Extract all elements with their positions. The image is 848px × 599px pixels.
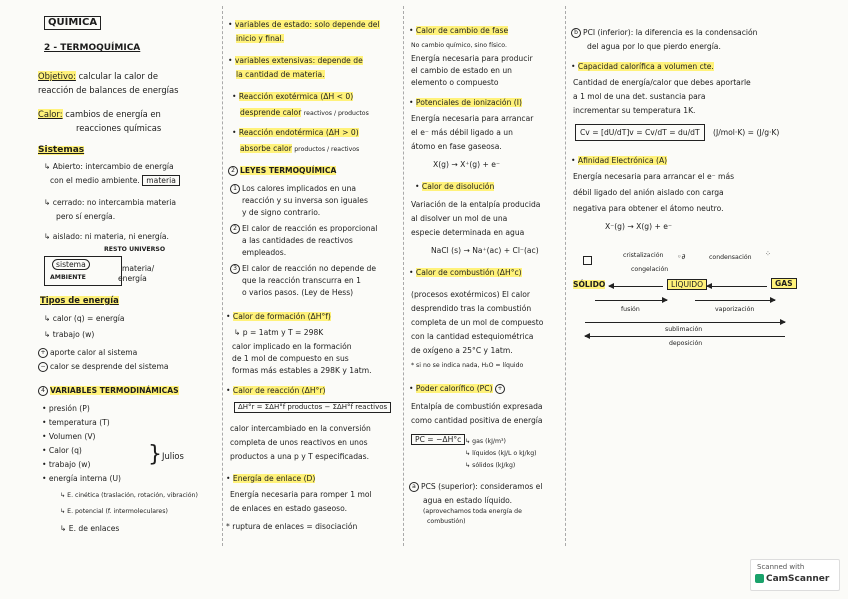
endo-calor: absorbe calor	[240, 144, 292, 153]
eenl-text: ↳ E. de enlaces	[60, 524, 120, 533]
exo-calor: desprende calor	[240, 108, 302, 117]
logo-line-2	[755, 574, 829, 584]
reaccion-t3: productos a una p y T especificadas.	[230, 452, 370, 461]
disol-t3: especie determinada en agua	[411, 228, 525, 237]
pc-eq: PC = −ΔH°c	[411, 434, 465, 445]
formacion-cond: ↳ p = 1atm y T = 298K	[234, 328, 324, 337]
pc-gas: ↳ gas (kJ/m³)	[465, 438, 506, 445]
endo-text: Reacción endotérmica (ΔH > 0)	[238, 128, 359, 137]
estado-text: variables de estado: solo depende del	[234, 20, 380, 29]
leyes-heading	[228, 166, 336, 176]
sistemas-heading: Sistemas	[38, 145, 85, 155]
afin-title: Afinidad Electrónica (A)	[577, 156, 668, 165]
minus-icon: −	[38, 362, 48, 372]
ley-1c: y de signo contrario.	[242, 208, 321, 217]
estado-line: • variables de estado: solo depende del	[228, 20, 380, 29]
capac-t: Cantidad de energía/calor que debes aportarle	[573, 78, 751, 87]
objetivo-text: calcular la calor de	[78, 71, 159, 81]
epot-def: E. potencial (f. intermoleculares)	[67, 508, 168, 515]
ioniz-title: Potenciales de ionización (I)	[415, 98, 522, 107]
pc-liq: ↳ líquidos (kJ/L o kJ/kg)	[465, 450, 537, 457]
capac-t2: a 1 mol de una det. sustancia para	[573, 92, 706, 101]
objetivo-line	[38, 72, 158, 81]
reaccion-t2: completa de unos reactivos en unos	[230, 438, 368, 447]
capac-t3: incrementar su temperatura 1K.	[573, 106, 696, 115]
formacion-t: calor implicado en la formación	[232, 342, 352, 351]
var-text: Volumen (V)	[48, 432, 96, 441]
formacion-cond-text: p = 1atm y T = 298K	[242, 328, 324, 337]
sistema-box: sistema	[52, 259, 90, 270]
ioniz-eq: X(g) → X⁺(g) + e⁻	[433, 160, 500, 169]
poder-title: Poder calorífico (PC)	[415, 384, 493, 393]
number-1-icon: 1	[230, 184, 240, 194]
var-text: presión (P)	[48, 404, 90, 413]
plus-icon: +	[495, 384, 505, 394]
leyes-title: LEYES TERMOQUÍMICA	[240, 166, 337, 175]
reaccion-formula: ΔH°r = ΣΔH°f productos − ΣΔH°f reactivos	[234, 402, 391, 413]
abierto-def: Abierto: intercambio de energía	[52, 162, 174, 171]
pc-sol: ↳ sólidos (kJ/kg)	[465, 462, 516, 469]
sublim-label: sublimación	[665, 326, 703, 333]
variables-heading	[38, 386, 179, 396]
reaccion-title: Calor de reacción (ΔH°r)	[232, 386, 326, 395]
arrow-left	[609, 286, 663, 287]
disol-t: Variación de la entalpía producida	[411, 200, 541, 209]
exo-line: • Reacción exotérmica (ΔH < 0)	[232, 92, 354, 101]
exo-note: reactivos / productos	[303, 110, 369, 117]
ley-2	[230, 224, 377, 234]
reaccion-t: calor intercambiado en la conversión	[230, 424, 371, 433]
objetivo-text-2: reacción de balances de energías	[38, 85, 179, 95]
crist-label: cristalización	[623, 252, 664, 259]
cerrado-text-2: pero sí energía.	[56, 212, 116, 221]
enlace-title: Energía de enlace (D)	[232, 474, 316, 483]
fase-t: No cambio químico, sino físico.	[411, 42, 507, 49]
letter-a-icon: a	[409, 482, 419, 492]
pcs-line-3: (aprovechamos toda energía de	[423, 508, 522, 515]
disol-title: Calor de disolución	[421, 182, 495, 191]
endo-line: • Reacción endotérmica (ΔH > 0)	[232, 128, 359, 137]
energia-arrow-label: energía	[118, 274, 147, 283]
comb-t2: desprendido tras la combustión	[411, 304, 532, 313]
ley-2-text: El calor de reacción es proporcional	[242, 224, 378, 233]
afin-heading: • Afinidad Electrónica (A)	[571, 156, 668, 165]
logo-text: CamScanner	[766, 574, 830, 584]
calor-text-2: reacciones químicas	[76, 123, 162, 133]
pcs-line-2: agua en estado líquido.	[423, 496, 513, 505]
column-2	[222, 0, 403, 599]
aporte-text: aporte calor al sistema	[50, 348, 138, 357]
var-item: • temperatura (T)	[42, 418, 110, 427]
comb-t3: completa de un mol de compuesto	[411, 318, 544, 327]
cv-eq: Cv = [dU/dT]v = Cv/dT = du/dT	[575, 124, 705, 141]
camscanner-logo-icon	[755, 574, 764, 583]
liquido-label: LÍQUIDO	[667, 279, 707, 290]
extensivas-line: • variables extensivas: depende de	[228, 56, 363, 65]
enlace-t3-text: ruptura de enlaces = disociación	[232, 522, 358, 531]
afin-eq: X⁻(g) → X(g) + e⁻	[605, 222, 672, 231]
disol-heading: • Calor de disolución	[415, 182, 495, 191]
pci-line	[571, 28, 757, 38]
calor-label: Calor:	[38, 109, 63, 119]
number-4-icon: 4	[38, 386, 48, 396]
column-4	[565, 0, 848, 599]
pc-sol-text: sólidos (kJ/kg)	[472, 462, 516, 469]
aislado-def: aislado: ni materia, ni energía.	[52, 232, 169, 241]
gas-label: GAS	[771, 278, 797, 289]
calor-q-text: calor (q) = energía	[52, 314, 125, 323]
fase-t3: el cambio de estado en un	[411, 66, 512, 75]
exo-line-2	[240, 108, 369, 117]
reaccion-heading: • Calor de reacción (ΔH°r)	[226, 386, 326, 395]
gas-dots-icon: ⁘	[765, 250, 771, 258]
pcs-line-4: combustión)	[427, 518, 466, 525]
formacion-heading: • Calor de formación (ΔH°f)	[226, 312, 331, 321]
number-2-icon: 2	[230, 224, 240, 234]
ley-3-text: El calor de reacción no depende de	[242, 264, 377, 273]
arrow-right	[595, 300, 667, 301]
letter-b-icon: b	[571, 28, 581, 38]
var-text: temperatura (T)	[48, 418, 110, 427]
aporte-line	[38, 348, 137, 358]
var-item: • energía interna (U)	[42, 474, 121, 483]
fase-title: Calor de cambio de fase	[415, 26, 509, 35]
section-title: 2 - TERMOQUÍMICA	[44, 43, 141, 53]
arrow-right	[695, 300, 775, 301]
pcs-text: PCS (superior): consideramos el	[421, 482, 543, 491]
enlace-t2: de enlaces en estado gaseoso.	[230, 504, 348, 513]
ley-3c: o varios pasos. (Ley de Hess)	[242, 288, 354, 297]
extensivas-text: variables extensivas: depende de	[234, 56, 363, 65]
arrow-right	[585, 322, 785, 323]
cerrado-def: cerrado: no intercambia materia	[52, 198, 177, 207]
ecin-def: E. cinética (traslación, rotación, vibración)	[67, 492, 198, 499]
afin-t: Energía necesaria para arrancar el e⁻ más	[573, 172, 735, 181]
pci-line-2: del agua por lo que pierdo energía.	[587, 42, 721, 51]
capac-title: Capacidad calorífica a volumen cte.	[577, 62, 714, 71]
fase-t4: elemento o compuesto	[411, 78, 499, 87]
eenl-def: E. de enlaces	[68, 524, 120, 533]
epot-text: ↳ E. potencial (f. intermoleculares)	[60, 508, 168, 515]
camscanner-watermark	[750, 559, 840, 591]
afin-t2: débil ligado del anión aislado con carga	[573, 188, 724, 197]
vapor-label: vaporización	[715, 306, 755, 313]
conge-label: congelación	[631, 266, 669, 273]
abierto-text: ↳ Abierto: intercambio de energía	[44, 162, 174, 171]
calor-q: ↳ calor (q) = energía	[44, 314, 125, 323]
pci-text: PCI (inferior): la diferencia es la condensación	[583, 28, 758, 37]
ioniz-t2: el e⁻ más débil ligado a un	[411, 128, 513, 137]
deposic-label: deposición	[669, 340, 703, 347]
arrow-left	[707, 286, 767, 287]
extensivas-line-2: la cantidad de materia.	[236, 70, 325, 79]
ley-2c: empleados.	[242, 248, 287, 257]
fase-heading: • Calor de cambio de fase	[409, 26, 509, 35]
desprende-text: calor se desprende del sistema	[50, 362, 169, 371]
tipos-heading: Tipos de energía	[40, 295, 119, 305]
endo-note: productos / reactivos	[294, 146, 360, 153]
comb-t5: de oxígeno a 25°C y 1atm.	[411, 346, 513, 355]
liquid-drops-icon: ◦∂	[677, 252, 686, 261]
variables-title: VARIABLES TERMODINÁMICAS	[50, 386, 179, 395]
exo-text: Reacción exotérmica (ΔH < 0)	[238, 92, 354, 101]
ambiente-label: AMBIENTE	[50, 274, 86, 281]
comb-t: (procesos exotérmicos) El calor	[411, 290, 530, 299]
formacion-t2: de 1 mol de compuesto en sus	[232, 354, 349, 363]
materia-box: materia	[142, 175, 180, 186]
column-3	[403, 0, 565, 599]
comb-t4: con la cantidad estequiométrica	[411, 332, 534, 341]
logo-line-1: Scanned with	[757, 563, 805, 571]
var-text: Calor (q)	[48, 446, 82, 455]
trabajo-w: ↳ trabajo (w)	[44, 330, 95, 339]
fusion-label: fusión	[621, 306, 640, 313]
var-text: trabajo (w)	[48, 460, 91, 469]
ley-2b: a las cantidades de reactivos	[242, 236, 353, 245]
number-2-icon: 2	[228, 166, 238, 176]
disol-t2: al disolver un mol de una	[411, 214, 508, 223]
ley-3	[230, 264, 376, 274]
pcs-line	[409, 482, 542, 492]
materia-arrow-label: materia/	[122, 264, 155, 273]
formacion-title: Calor de formación (ΔH°f)	[232, 312, 331, 321]
poder-heading: • Poder calorífico (PC) +	[409, 384, 507, 394]
julios-label: Julios	[162, 451, 184, 461]
afin-t3: negativa para obtener el átomo neutro.	[573, 204, 724, 213]
plus-icon: +	[38, 348, 48, 358]
cv-units: (J/mol·K) = (J/g·K)	[713, 128, 780, 137]
aislado-text: ↳ aislado: ni materia, ni energía.	[44, 232, 169, 241]
var-item: • Volumen (V)	[42, 432, 96, 441]
ioniz-heading: • Potenciales de ionización (I)	[409, 98, 522, 107]
comb-heading: • Calor de combustión (ΔH°c)	[409, 268, 522, 277]
ecin-text: ↳ E. cinética (traslación, rotación, vibración)	[60, 492, 198, 499]
enlace-t: Energía necesaria para romper 1 mol	[230, 490, 372, 499]
ley-1b: reacción y su inversa son iguales	[242, 196, 368, 205]
desprende-line	[38, 362, 169, 372]
pc-gas-text: gas (kJ/m³)	[472, 438, 506, 445]
conden-label: condensación	[709, 254, 752, 261]
ley-1	[230, 184, 356, 194]
abierto-text-2	[50, 176, 180, 185]
ley-1-text: Los calores implicados en una	[242, 184, 357, 193]
comb-title: Calor de combustión (ΔH°c)	[415, 268, 522, 277]
ioniz-t3: átomo en fase gaseosa.	[411, 142, 502, 151]
calor-line	[38, 110, 161, 119]
objetivo-label: Objetivo:	[38, 71, 76, 81]
comb-t6: * si no se indica nada, H₂O = líquido	[411, 362, 524, 369]
var-text: energía interna (U)	[48, 474, 121, 483]
page-title: QUÍMICA	[44, 16, 101, 30]
julios-brace: }	[148, 442, 162, 467]
var-item: • presión (P)	[42, 404, 90, 413]
number-3-icon: 3	[230, 264, 240, 274]
formacion-t3: formas más estables a 298K y 1atm.	[232, 366, 372, 375]
var-item: • Calor (q)	[42, 446, 82, 455]
arrow-left	[585, 336, 785, 337]
poder-t2: como cantidad positiva de energía	[411, 416, 543, 425]
ioniz-t: Energía necesaria para arrancar	[411, 114, 534, 123]
abierto-def-2: con el medio ambiente.	[50, 176, 140, 185]
pc-liq-text: líquidos (kJ/L o kJ/kg)	[472, 450, 537, 457]
fase-t2: Energía necesaria para producir	[411, 54, 533, 63]
endo-line-2	[240, 144, 359, 153]
calor-text: cambios de energía en	[65, 109, 161, 119]
poder-t: Entalpía de combustión expresada	[411, 402, 543, 411]
cerrado-text: ↳ cerrado: no intercambia materia	[44, 198, 177, 207]
capac-heading: • Capacidad calorífica a volumen cte.	[571, 62, 714, 71]
column-1	[0, 0, 222, 599]
estado-line-2: inicio y final.	[236, 34, 285, 43]
solido-label: SÓLIDO	[573, 280, 606, 289]
enlace-t3: * ruptura de enlaces = disociación	[226, 522, 358, 531]
solid-square-icon	[583, 256, 592, 265]
resto-universo: RESTO UNIVERSO	[104, 246, 166, 253]
disol-eq: NaCl (s) → Na⁺(ac) + Cl⁻(ac)	[431, 246, 539, 255]
enlace-heading: • Energía de enlace (D)	[226, 474, 316, 483]
ley-3b: que la reacción transcurra en 1	[242, 276, 361, 285]
var-item: • trabajo (w)	[42, 460, 91, 469]
trabajo-text: trabajo (w)	[52, 330, 95, 339]
